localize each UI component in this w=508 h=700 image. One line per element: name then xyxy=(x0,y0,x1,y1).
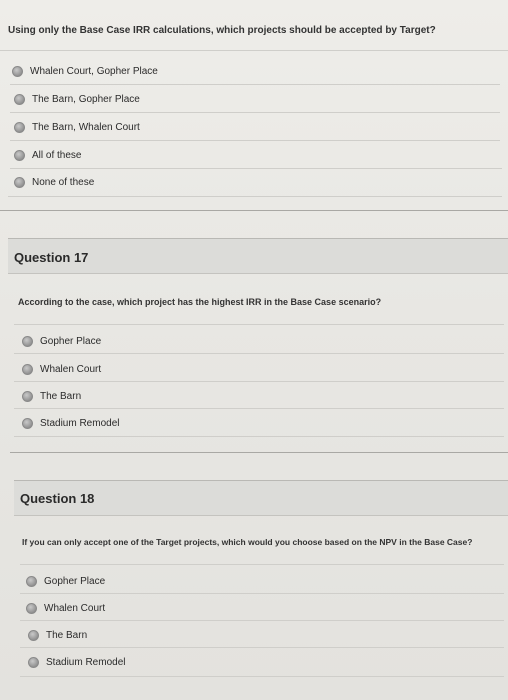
option-label: Whalen Court xyxy=(44,602,106,614)
divider xyxy=(10,84,500,85)
option-label: The Barn, Gopher Place xyxy=(32,93,140,105)
radio-button-icon[interactable] xyxy=(22,364,33,375)
radio-button-icon[interactable] xyxy=(22,391,33,402)
q16-option-4[interactable] xyxy=(14,147,81,163)
q16-option-1[interactable] xyxy=(12,63,158,79)
radio-button-icon[interactable] xyxy=(14,94,25,105)
divider xyxy=(0,50,508,51)
q18-option-1[interactable] xyxy=(26,573,105,589)
section-divider xyxy=(0,210,508,211)
radio-button-icon[interactable] xyxy=(22,336,33,347)
divider xyxy=(10,112,500,113)
divider xyxy=(20,564,504,565)
option-label: Gopher Place xyxy=(44,575,106,587)
divider xyxy=(20,647,504,648)
radio-button-icon[interactable] xyxy=(14,122,25,133)
option-label: The Barn xyxy=(40,390,82,402)
q16-option-5[interactable] xyxy=(14,174,94,190)
radio-button-icon[interactable] xyxy=(14,177,25,188)
question-18-text: If you can only accept one of the Target projects, which would you choose based on the NPV in the Base Case? xyxy=(22,537,473,547)
option-label: Gopher Place xyxy=(40,335,102,347)
question-16-text: Using only the Base Case IRR calculations, which projects should be accepted by Target? xyxy=(8,25,436,36)
option-label: Stadium Remodel xyxy=(40,417,120,429)
q18-option-3[interactable] xyxy=(28,627,87,643)
radio-button-icon[interactable] xyxy=(26,603,37,614)
divider xyxy=(14,436,504,437)
option-label: Whalen Court xyxy=(40,363,102,375)
q18-option-2[interactable] xyxy=(26,600,105,616)
option-label: Whalen Court, Gopher Place xyxy=(30,65,158,77)
option-label: The Barn xyxy=(46,629,88,641)
q16-option-2[interactable] xyxy=(14,91,140,107)
radio-button-icon[interactable] xyxy=(28,630,39,641)
divider xyxy=(14,381,504,382)
divider xyxy=(14,324,504,325)
divider xyxy=(20,593,504,594)
radio-button-icon[interactable] xyxy=(26,576,37,587)
radio-button-icon[interactable] xyxy=(14,150,25,161)
divider xyxy=(20,620,504,621)
divider xyxy=(14,408,504,409)
q18-option-4[interactable] xyxy=(28,654,125,670)
divider xyxy=(20,676,504,677)
option-label: Stadium Remodel xyxy=(46,656,126,668)
question-17-title: Question 17 xyxy=(14,250,89,265)
option-label: All of these xyxy=(32,149,82,161)
divider xyxy=(8,196,502,197)
radio-button-icon[interactable] xyxy=(28,657,39,668)
q16-option-3[interactable] xyxy=(14,119,140,135)
q17-option-3[interactable] xyxy=(22,388,81,404)
divider xyxy=(10,168,502,169)
option-label: None of these xyxy=(32,176,95,188)
q17-option-4[interactable] xyxy=(22,415,119,431)
option-label: The Barn, Whalen Court xyxy=(32,121,140,133)
q17-option-1[interactable] xyxy=(22,333,101,349)
divider xyxy=(10,140,500,141)
divider xyxy=(14,353,504,354)
question-18-title: Question 18 xyxy=(20,491,95,506)
q17-option-2[interactable] xyxy=(22,361,101,377)
question-17-text: According to the case, which project has the highest IRR in the Base Case scenario? xyxy=(18,297,382,307)
radio-button-icon[interactable] xyxy=(22,418,33,429)
radio-button-icon[interactable] xyxy=(12,66,23,77)
section-divider xyxy=(10,452,508,453)
